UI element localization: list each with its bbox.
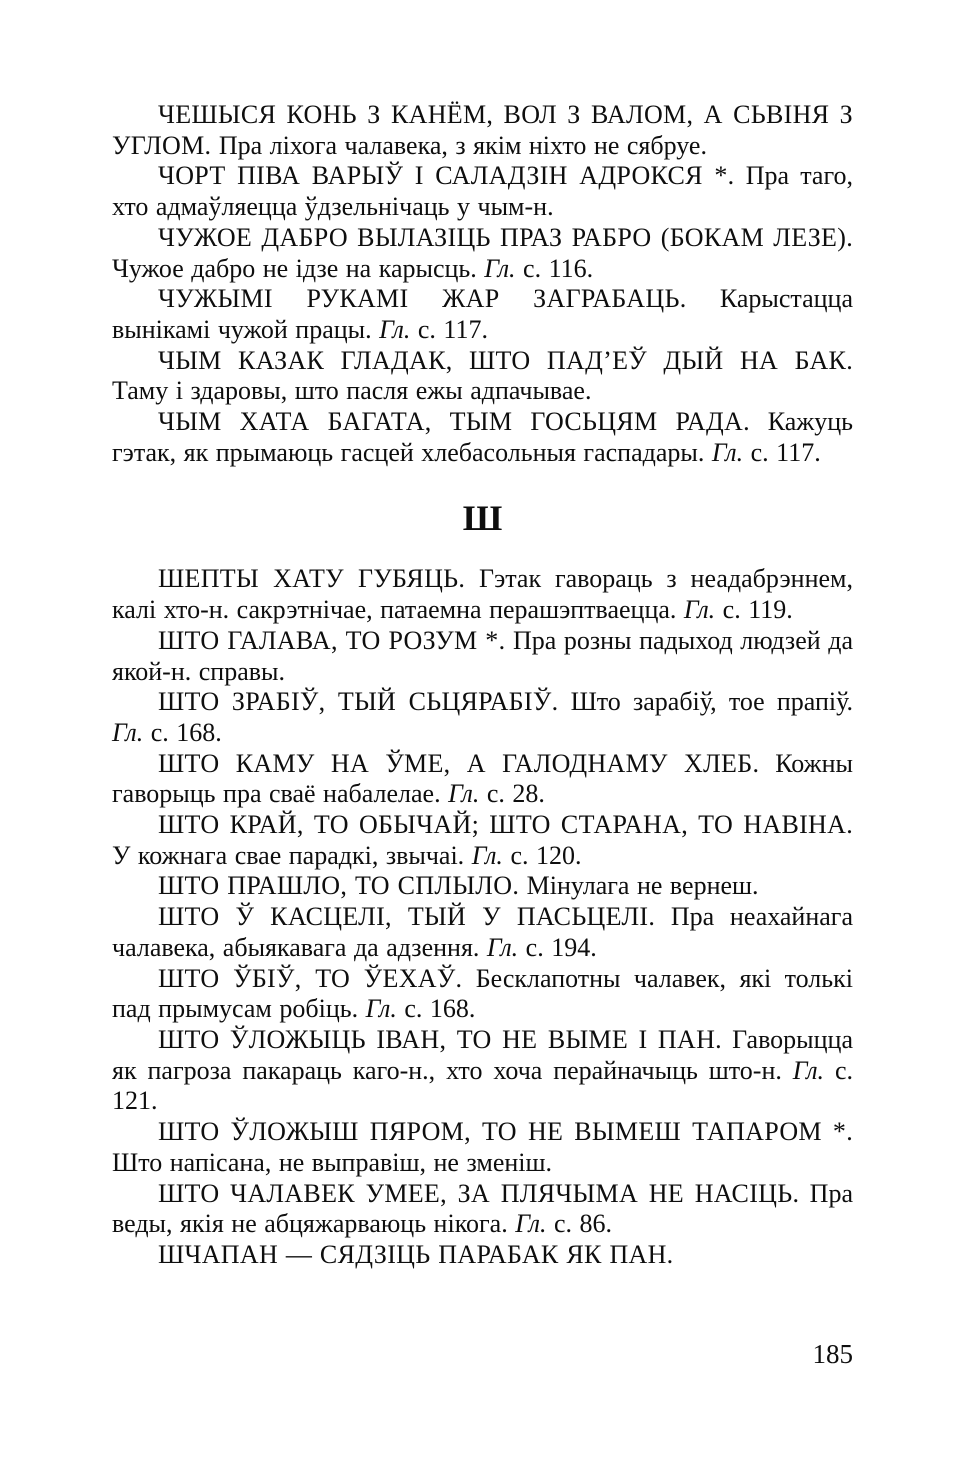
ref-see-label: Гл. [792, 1055, 825, 1085]
ref-page-location: с. 194. [525, 932, 597, 962]
proverb-entry [112, 223, 853, 284]
entry-definition: Пра таго, хто адмаўляецца ўдзельнічаць у чым-н. [112, 161, 853, 222]
ref-page-location: с. 168. [150, 717, 222, 747]
entry-definition: Пра розны падыход людзей да якой-н. справы. [112, 625, 853, 686]
entry-headword: ШТО ЧАЛАВЕК УМЕЕ, ЗА ПЛЯЧЫМА НЕ НАСІЦЬ. [158, 1178, 800, 1208]
ref-see-label: Гл. [448, 779, 480, 809]
entry-definition: Карыстацца вынікамі чужой працы. [112, 284, 853, 344]
section-heading: Ш [462, 498, 503, 539]
entry-headword: ШЧАПАН — СЯДЗІЦЬ ПАРАБАК ЯК ПАН. [158, 1239, 674, 1269]
entry-headword: ШТО КРАЙ, ТО ОБЫЧАЙ; ШТО СТАРАНА, ТО НАВІНА. [158, 810, 853, 840]
entry-definition: Таму і здаровы, што пасля ежы адпачывае. [112, 376, 592, 406]
ref-see-label: Гл. [365, 994, 397, 1024]
ref-page-location: с. 28. [486, 779, 545, 809]
entry-headword: ШТО ЎБІЎ, ТО ЎЕХАЎ. [158, 963, 463, 993]
entry-definition: У кожнага свае парадкі, звычаі. [112, 840, 465, 870]
entry-headword: ЧЕШЫСЯ КОНЬ З КАНЁМ, ВОЛ З ВАЛОМ, А СЬВІНЯ З УГЛОМ. [112, 100, 853, 160]
ref-page-location: с. 119. [722, 595, 793, 625]
proverb-entry [112, 161, 853, 222]
proverb-entry [112, 1179, 853, 1240]
entry-headword: ЧОРТ ПІВА ВАРЫЎ І САЛАДЗІН АДРОКСЯ *. [158, 161, 735, 191]
entry-definition: Кажуць гэтак, як прымаюць гасцей хлебасольныя гаспадары. [112, 407, 853, 467]
ref-see-label: Гл. [486, 932, 519, 962]
proverb-entry [112, 687, 853, 748]
ref-page-location: с. 121. [112, 1055, 854, 1116]
entry-definition: Што зарабіў, тое прапіў. [570, 687, 854, 717]
proverb-entry [112, 871, 853, 902]
ref-see-label: Гл. [379, 314, 411, 344]
entry-headword: ШТО ЎЛОЖЫШ ПЯРОМ, ТО НЕ ВЫМЕШ ТАПАРОМ *. [158, 1117, 853, 1147]
ref-page-location: с. 117. [750, 437, 821, 467]
proverb-entry [112, 902, 853, 963]
proverb-entry [112, 284, 853, 345]
entry-headword: ШЕПТЫ ХАТУ ГУБЯЦЬ. [158, 564, 466, 594]
proverb-entry [112, 1025, 853, 1117]
page-text-column [112, 100, 853, 1271]
ref-see-label: Гл. [471, 840, 503, 870]
proverb-entry [112, 810, 853, 871]
ref-see-label: Гл. [484, 253, 516, 283]
entry-cross-reference [366, 994, 476, 1023]
entry-definition: Чужое дабро не ідзе на карысць. [112, 253, 477, 283]
proverb-entry [112, 100, 853, 161]
page-number: 185 [812, 1339, 853, 1369]
entry-headword: ЧУЖЫМІ РУКАМІ ЖАР ЗАГРАБАЦЬ. [158, 284, 687, 314]
proverb-entry [112, 407, 853, 468]
entry-cross-reference [112, 718, 222, 747]
entry-headword: ЧЫМ ХАТА БАГАТА, ТЫМ ГОСЬЦЯМ РАДА. [158, 407, 750, 437]
ref-page-location: с. 168. [404, 994, 476, 1024]
entry-definition: Гаворыцца як пагроза пакараць каго-н., хто хоча перайначыць што-н. [112, 1024, 853, 1085]
ref-page-location: с. 86. [553, 1209, 613, 1239]
entry-definition: Мінулага не вернеш. [526, 871, 759, 901]
proverb-entry [112, 964, 853, 1025]
entry-definition: Пра веды, якія не абцяжарваюць нікога. [112, 1178, 853, 1239]
ref-page-location: с. 116. [523, 253, 594, 283]
proverb-entry [112, 1117, 853, 1178]
ref-see-label: Гл. [515, 1209, 547, 1239]
entry-definition: Пра ліхога чалавека, з якім ніхто не сябруе. [218, 130, 707, 160]
entry-cross-reference [712, 438, 821, 467]
entry-headword: ШТО Ў КАСЦЕЛІ, ТЫЙ У ПАСЬЦЕЛІ. [158, 902, 656, 932]
proverb-entry [112, 1240, 853, 1271]
ref-page-location: с. 117. [417, 314, 488, 344]
entry-cross-reference [684, 595, 793, 624]
entry-definition: Што напісана, не выправіш, не зменіш. [112, 1147, 553, 1177]
entry-headword: ШТО ЗРАБІЎ, ТЫЙ СЬЦЯРАБІЎ. [158, 687, 559, 717]
entry-headword: ШТО КАМУ НА ЎМЕ, А ГАЛОДНАМУ ХЛЕБ. [158, 748, 760, 778]
proverb-entry [112, 564, 853, 625]
proverb-entry [112, 626, 853, 687]
entry-cross-reference [448, 779, 545, 808]
entry-definition: Пра неахайнага чалавека, абыякавага да адзення. [112, 902, 854, 962]
ref-see-label: Гл. [112, 717, 144, 747]
entry-cross-reference [515, 1209, 612, 1238]
entry-definition: Гэтак гавораць з неадабрэннем, калі хто-н. сакрэтнічае, патаемна перашэптваецца. [112, 564, 853, 625]
proverb-entry [112, 346, 853, 407]
entry-headword: ШТО ПРАШЛО, ТО СПЛЫЛО. [158, 871, 520, 901]
entry-cross-reference [484, 254, 593, 283]
ref-see-label: Гл. [683, 595, 716, 625]
ref-see-label: Гл. [711, 437, 744, 467]
entry-headword: ЧЫМ КАЗАК ГЛАДАК, ШТО ПАД’ЕЎ ДЫЙ НА БАК. [158, 345, 853, 375]
entry-headword: ШТО ГАЛАВА, ТО РОЗУМ *. [158, 625, 506, 655]
entry-cross-reference [472, 841, 582, 870]
entry-definition: Бесклапотны чалавек, які толькі пад прымусам робіць. [112, 963, 853, 1024]
entry-cross-reference [487, 933, 597, 962]
proverb-entry [112, 749, 853, 810]
entry-cross-reference [379, 315, 488, 344]
entry-definition: Кожны гаворыць пра сваё набалелае. [112, 748, 853, 809]
ref-page-location: с. 120. [510, 840, 582, 870]
entry-headword: ШТО ЎЛОЖЫЦЬ ІВАН, ТО НЕ ВЫМЕ І ПАН. [158, 1024, 722, 1054]
entry-headword: ЧУЖОЕ ДАБРО ВЫЛАЗІЦЬ ПРАЗ РАБРО (БОКАМ ЛЕЗЕ). [158, 222, 853, 252]
